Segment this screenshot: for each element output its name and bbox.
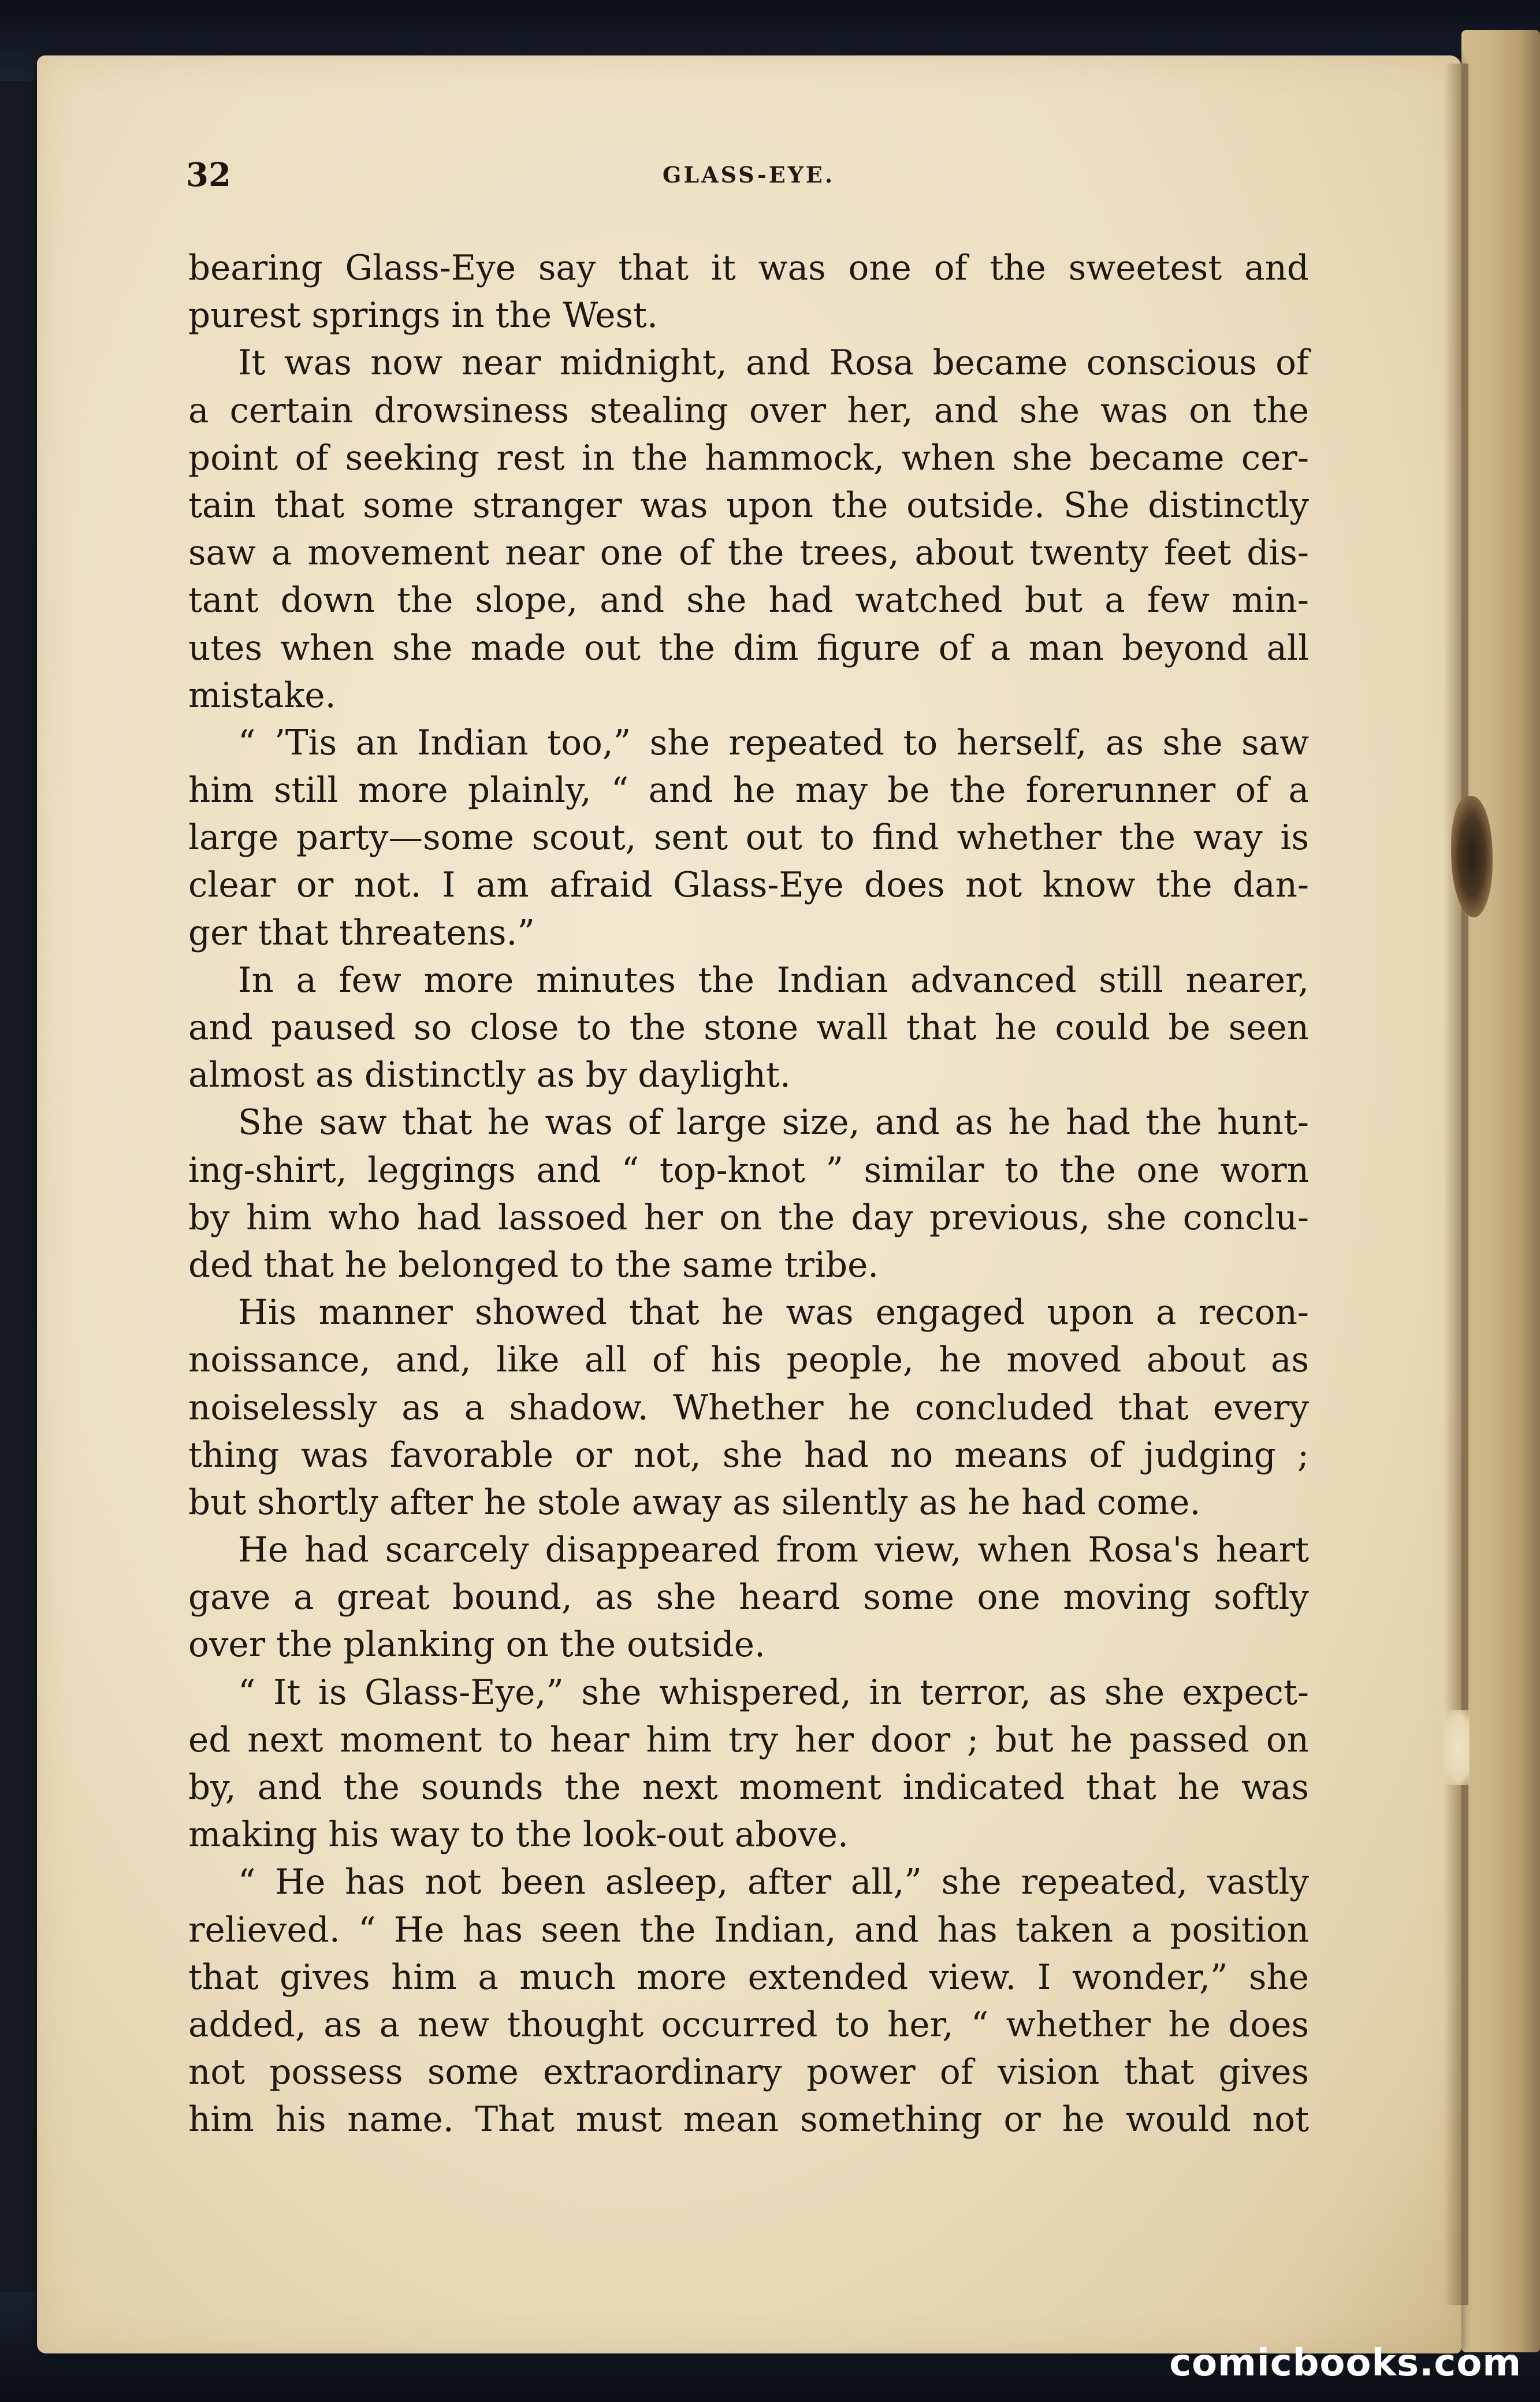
text-line: large party—some scout, sent out to find whether the way is: [188, 818, 1309, 858]
text-line: She saw that he was of large size, and as he had the hunt-: [238, 1103, 1309, 1143]
text-line: saw a movement near one of the trees, about twenty feet dis-: [188, 533, 1309, 574]
text-line: making his way to the look-out above.: [188, 1815, 849, 1856]
page-header: [186, 156, 1311, 202]
text-line: thing was favorable or not, she had no means of judging ;: [188, 1435, 1309, 1475]
text-line: It was now near midnight, and Rosa became conscious of: [238, 343, 1309, 384]
text-line: bearing Glass-Eye say that it was one of the sweetest and: [188, 248, 1309, 288]
page-gutter-shadow: [1444, 64, 1468, 2305]
text-line: added, as a new thought occurred to her, “ whether he does: [188, 2005, 1309, 2045]
text-line: over the planking on the outside.: [188, 1625, 765, 1665]
text-line: ed next moment to hear him try her door ; but he passed on: [188, 1720, 1309, 1760]
text-line: purest springs in the West.: [188, 296, 658, 336]
text-line: ger that threatens.”: [188, 913, 535, 953]
text-line: him his name. That must mean something or he would not: [188, 2100, 1309, 2140]
text-line: “ ’Tis an Indian too,” she repeated to herself, as she saw: [238, 723, 1309, 763]
text-line: ded that he belonged to the same tribe.: [188, 1245, 879, 1285]
text-line: His manner showed that he was engaged upon a recon-: [238, 1293, 1309, 1333]
text-line: almost as distinctly as by daylight.: [188, 1055, 791, 1096]
page-number: 32: [186, 156, 231, 194]
text-line: by him who had lassoed her on the day previous, she conclu-: [188, 1198, 1309, 1238]
text-line: that gives him a much more extended view. I wonder,” she: [188, 1957, 1309, 1998]
page-edge-tear: [1443, 1710, 1470, 1785]
text-line: noiselessly as a shadow. Whether he concluded that every: [188, 1388, 1309, 1428]
watermark-text: comicbooks.com: [1169, 2342, 1522, 2385]
text-line: mistake.: [188, 675, 336, 716]
text-line: him still more plainly, “ and he may be the forerunner of a: [188, 771, 1309, 811]
text-line: gave a great bound, as she heard some one moving softly: [188, 1578, 1309, 1618]
text-line: ing-shirt, leggings and “ top-knot ” similar to the one worn: [188, 1150, 1309, 1191]
text-line: “ He has not been asleep, after all,” she repeated, vastly: [238, 1862, 1309, 1903]
text-line: He had scarcely disappeared from view, when Rosa's heart: [238, 1530, 1309, 1571]
text-line: tain that some stranger was upon the outside. She distinctly: [188, 485, 1309, 526]
text-line: utes when she made out the dim figure of a man beyond all: [188, 628, 1309, 668]
text-line: “ It is Glass-Eye,” she whispered, in terror, as she expect-: [238, 1672, 1309, 1713]
text-line: clear or not. I am afraid Glass-Eye does not know the dan-: [188, 865, 1309, 906]
text-line: tant down the slope, and she had watched but a few min-: [188, 581, 1309, 621]
text-line: relieved. “ He has seen the Indian, and has taken a position: [188, 1910, 1309, 1950]
text-line: but shortly after he stole away as silently as he had come.: [188, 1482, 1201, 1523]
text-line: In a few more minutes the Indian advanced still nearer,: [238, 960, 1309, 1001]
book-spine-edge: [1461, 30, 1540, 2352]
text-line: by, and the sounds the next moment indicated that he was: [188, 1768, 1309, 1808]
text-line: and paused so close to the stone wall that he could be seen: [188, 1008, 1309, 1048]
body-text: [188, 245, 1309, 2144]
text-line: a certain drowsiness stealing over her, and she was on the: [188, 391, 1309, 431]
text-line: not possess some extraordinary power of vision that gives: [188, 2053, 1309, 2093]
running-head-title: GLASS-EYE.: [662, 162, 835, 188]
text-line: noissance, and, like all of his people, he moved about as: [188, 1340, 1309, 1381]
text-line: point of seeking rest in the hammock, when she became cer-: [188, 438, 1309, 478]
